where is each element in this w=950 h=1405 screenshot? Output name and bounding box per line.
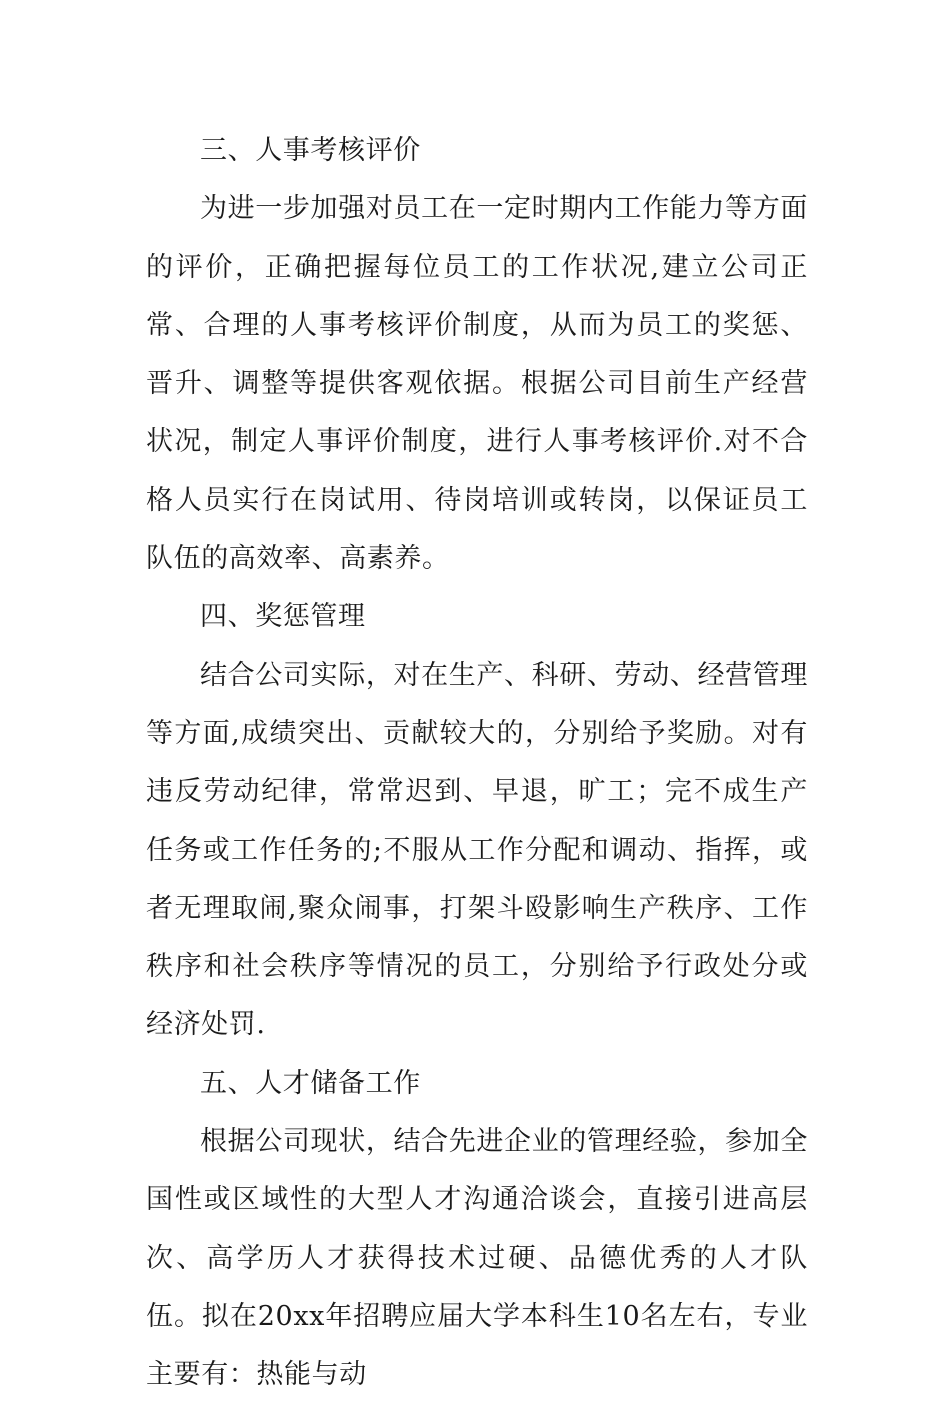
- paragraph-rewards-penalties: 结合公司实际，对在生产、科研、劳动、经营管理等方面,成绩突出、贡献较大的，分别给予奖励。对有违反劳动纪律，常常迟到、早退，旷工；完不成生产任务或工作任务的;不服从工作分配和调动、指挥，或者无理取闹,聚众闹事，打架斗殴影响生产秩序、工作秩序和社会秩序等情况的员工，分别给予行政处分或经济处罚.: [146, 659, 808, 1041]
- paragraph-talent-reserve: 根据公司现状，结合先进企业的管理经验，参加全国性或区域性的大型人才沟通洽谈会，直接引进高层次、高学历人才获得技术过硬、品德优秀的人才队伍。拟在20xx年招聘应届大学本科生10名左右，专业主要有：热能与动: [146, 1126, 808, 1391]
- document-body: [146, 122, 808, 1405]
- section-heading-talent-reserve: 五、人才储备工作: [200, 1067, 421, 1099]
- section-heading-personnel-evaluation: 三、人事考核评价: [200, 135, 421, 166]
- paragraph-personnel-evaluation: 为进一步加强对员工在一定时期内工作能力等方面的评价，正确把握每位员工的工作状况,建立公司正常、合理的人事考核评价制度，从而为员工的奖惩、晋升、调整等提供客观依据。根据公司目前生产经营状况，制定人事评价制度，进行人事考核评价.对不合格人员实行在岗试用、待岗培训或转岗，以保证员工队伍的高效率、高素养。: [146, 193, 808, 575]
- section-heading-rewards-penalties: 四、奖惩管理: [200, 601, 366, 633]
